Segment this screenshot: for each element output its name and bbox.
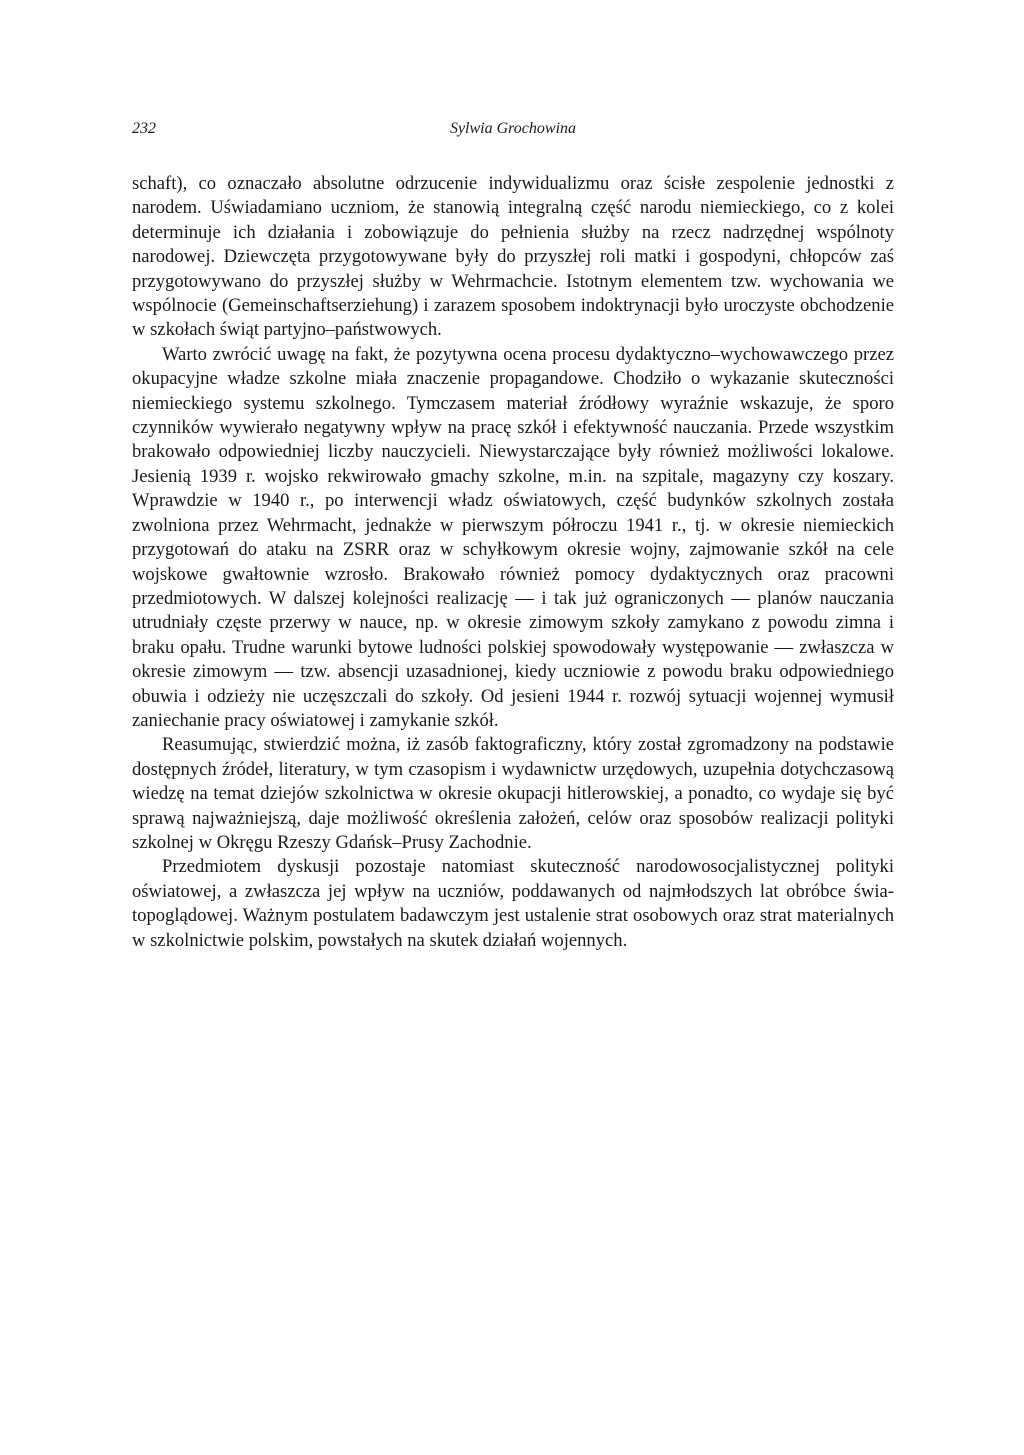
page-number: 232 bbox=[132, 120, 156, 137]
running-head bbox=[132, 120, 894, 144]
paragraph-2: Warto zwrócić uwagę na fakt, że pozytywna ocena procesu dydaktyczno–wychowawczego przez okupacyjne władze szkolne miała znaczenie propagandowe. Chodziło o wykazanie skuteczności niemieckiego systemu szkolnego. Tymczasem materiał źródłowy wyraźnie wskazuje, że sporo czynników wywierało negatywny wpływ na pracę szkół i efektywność nauczania. Przede wszystkim brakowało odpowiedniej liczby nauczycieli. Niewystarczające były również możliwości lokalowe. Jesienią 1939 r. wojsko rekwirowało gmachy szkolne, m.in. na szpitale, magazyny czy koszary. Wprawdzie w 1940 r., po interwencji władz oświatowych, część budynków szkolnych została zwolniona przez Wehrmacht, jednakże w pierwszym półroczu 1941 r., tj. w okresie niemieckich przygotowań do ataku na ZSRR oraz w schyłkowym okresie wojny, zajmowanie szkół na cele wojskowe gwałtownie wzrosło. Brakowało również pomocy dydaktycznych oraz pracowni przedmiotowych. W dalszej kolejności realizację — i tak już ograniczonych — planów nauczania utrudniały częste przerwy w nauce, np. w okresie zimowym szkoły zamykano z powodu zimna i braku opału. Trudne warunki bytowe ludności polskiej spowodowały występowanie — zwłaszcza w okresie zimowym — tzw. absencji uzasadnionej, kiedy uczniowie z powodu braku odpowiedniego obuwia i odzieży nie uczęszczali do szkoły. Od jesieni 1944 r. rozwój sytuacji wojennej wymusił zaniechanie pracy oświatowej i zamykanie szkół. bbox=[132, 343, 894, 731]
body-text bbox=[132, 172, 894, 953]
paragraph-1: schaft), co oznaczało absolutne odrzucenie indywidualizmu oraz ścisłe zespolenie jednostki z narodem. Uświadamiano uczniom, że stanowią integralną część narodu niemieckiego, co z kolei determinuje ich działania i zobowiązuje do pełnienia służby na rzecz nadrzędnej wspólnoty narodowej. Dziewczęta przygotowywane były do przyszłej roli matki i gospodyni, chłopców zaś przygotowywano do przyszłej służby w Wehrmachcie. Istotnym elementem tzw. wychowania we wspólnocie (Gemeinschaftserziehung) i zarazem sposobem indoktrynacji było uroczyste obchodzenie w szkołach świąt partyjno–państwowych. bbox=[132, 173, 894, 341]
paragraph-3: Reasumując, stwierdzić można, iż zasób faktograficzny, który został zgromadzony na podstawie dostępnych źródeł, literatury, w tym czasopism i wydawnictw urzędowych, uzupełnia dotychczasową wiedzę na temat dziejów szkolnictwa w okresie okupacji hitlerowskiej, a ponadto, co wydaje się być sprawą najważniejszą, daje możliwość określenia założeń, celów oraz sposobów realizacji polityki szkolnej w Okręgu Rzeszy Gdańsk–Prusy Zachodnie. bbox=[132, 734, 894, 853]
running-head-author: Sylwia Grochowina bbox=[449, 120, 577, 137]
paragraph-4: Przedmiotem dyskusji pozostaje natomiast skuteczność narodowosocjalistycznej polityki oświatowej, a zwłaszcza jej wpływ na uczniów, poddawanych od najmłodszych lat obróbce światopoglądowej. Ważnym postulatem badawczym jest ustalenie strat osobowych oraz strat materialnych w szkolnictwie polskim, powstałych na skutek działań wojennych. bbox=[132, 856, 894, 951]
